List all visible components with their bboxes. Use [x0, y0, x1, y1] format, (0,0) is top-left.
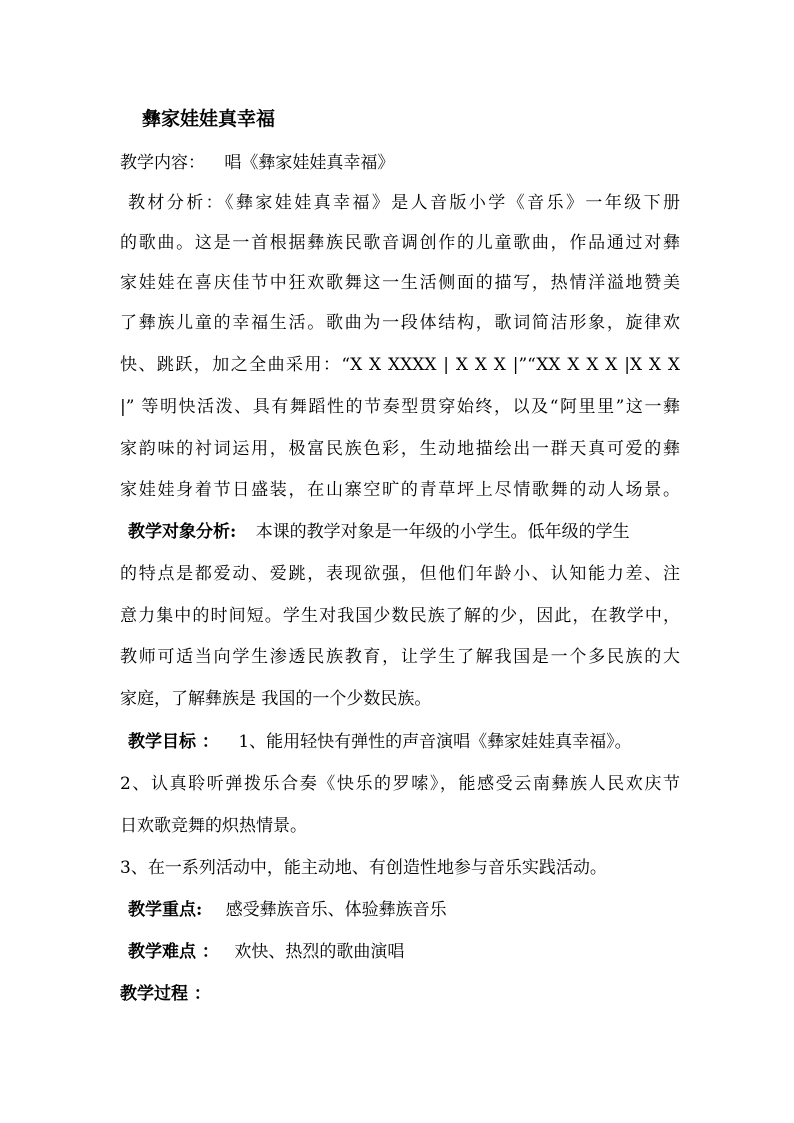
process-label: 教学过程 ：: [120, 984, 211, 1004]
analysis-line-6: |” 等明快活泼、具有舞蹈性的节奏型贯穿始终，以及“阿里里”这一彝: [120, 397, 680, 417]
teaching-content-label: 教学内容：: [120, 153, 205, 173]
goal-line: [128, 731, 680, 753]
analysis-line-1: 教材分析：《彝家娃娃真幸福》是人音版小学《音乐》一年级下册: [128, 193, 680, 213]
object-line-2: 意力集中的时间短。学生对我国少数民族了解的少，因此，在教学中，: [120, 606, 680, 626]
goal-label: 教学目标 ：: [128, 732, 219, 752]
goal-2-line-2: 日欢歌竞舞的炽热情景。: [120, 816, 307, 836]
analysis-line-4: 了彝族儿童的幸福生活。歌曲为一段体结构，歌词简洁形象，旋律欢: [120, 313, 680, 333]
object-analysis-line: [128, 521, 680, 543]
difficulty-value: 欢快、热烈的歌曲演唱: [234, 942, 405, 962]
teaching-content-line: [120, 152, 680, 174]
teaching-content-value: 唱《彝家娃娃真幸福》: [224, 153, 395, 173]
document-title: 彝家娃娃真幸福: [142, 108, 276, 130]
goal-3: 3、在一系列活动中，能主动地、有创造性地参与音乐实践活动。: [120, 858, 607, 878]
analysis-line-7: 家韵味的衬词运用，极富民族色彩，生动地描绘出一群天真可爱的彝: [120, 439, 680, 459]
analysis-line-2: 的歌曲。这是一首根据彝族民歌音调创作的儿童歌曲，作品通过对彝: [120, 233, 680, 253]
key-point-line: [128, 899, 680, 921]
goal-1: 1、能用轻快有弹性的声音演唱《彝家娃娃真幸福》。: [238, 732, 632, 752]
key-point-label: 教学重点:: [128, 900, 203, 920]
object-line-1: 的特点是都爱动、爱跳，表现欲强，但他们年龄小、认知能力差、注: [120, 564, 680, 584]
difficulty-label: 教学难点 ：: [128, 942, 219, 962]
analysis-line-3: 家娃娃在喜庆佳节中狂欢歌舞这一生活侧面的描写，热情洋溢地赞美: [120, 273, 680, 293]
object-analysis-label: 教学对象分析:: [128, 522, 237, 542]
difficulty-line: [128, 941, 680, 963]
key-point-value: 感受彝族音乐、体验彝族音乐: [225, 900, 447, 920]
analysis-line-8: 家娃娃身着节日盛装，在山寨空旷的青草坪上尽情歌舞的动人场景。: [120, 480, 680, 500]
analysis-line-5: 快、跳跃，加之全曲采用：“X X XXXX | X X X |”“XX X X X |X X X: [120, 355, 680, 375]
object-line-3: 教师可适当向学生渗透民族教育，让学生了解我国是一个多民族的大: [120, 647, 680, 667]
goal-2-line-1: 2、认真聆听弹拨乐合奏《快乐的罗嗦》，能感受云南彝族人民欢庆节: [120, 774, 680, 794]
object-analysis-first: 本课的教学对象是一年级的小学生。低年级的学生: [255, 522, 630, 542]
object-line-4: 家庭，了解彝族是 我国的一个少数民族。: [120, 689, 432, 709]
